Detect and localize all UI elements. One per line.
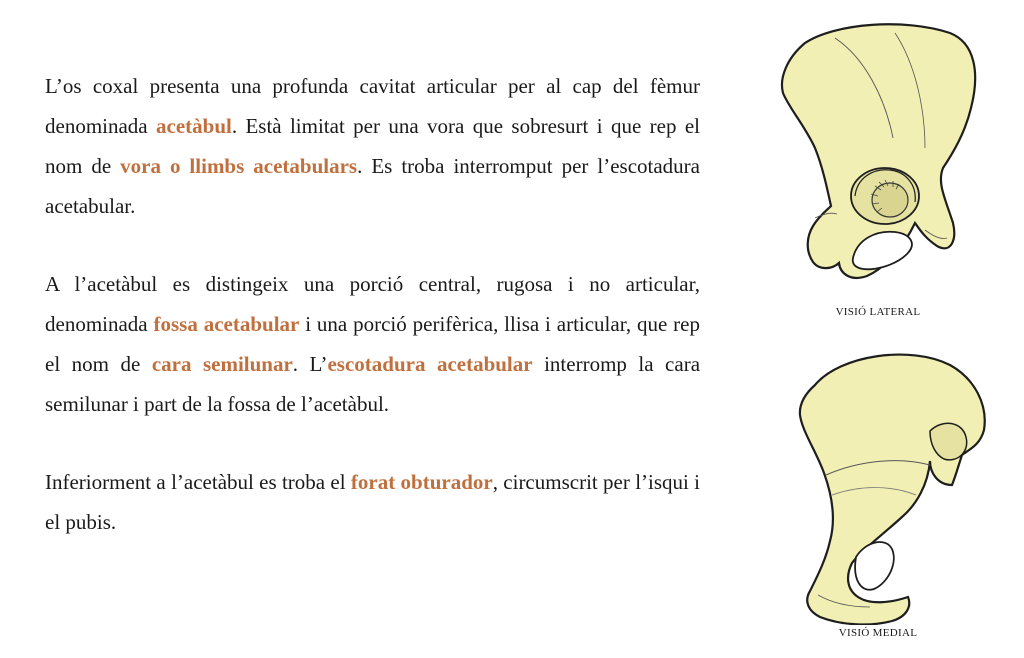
text-run: A l’acetàbul es distingeix una porció central, rugosa i no articular, denominada xyxy=(45,272,700,336)
text-run: L’os coxal presenta una profunda cavitat articular per al cap del fèmur denominada xyxy=(45,74,700,138)
text-run: i una porció perifèrica, llisa i articular, que rep el nom de xyxy=(45,312,700,376)
text-run: . Es troba interromput per l’escotadura acetabular. xyxy=(45,154,700,218)
text-run: . Està limitat per una vora que sobresurt i que rep el nom de xyxy=(45,114,700,178)
paragraph-acetabulum xyxy=(45,66,700,226)
term-acetabul: acetàbul xyxy=(156,114,232,138)
caption-lateral: VISIÓ LATERAL xyxy=(835,306,921,318)
term-forat-obturador: forat obturador xyxy=(350,470,493,494)
paragraph-obturador xyxy=(45,462,700,542)
hip-bone-lateral-illustration xyxy=(775,18,985,288)
text-run: . L’ xyxy=(292,352,328,376)
body-text xyxy=(45,66,700,580)
term-vora-llimbs: vora o llimbs acetabulars xyxy=(120,154,358,178)
caption-medial: VISIÓ MEDIAL xyxy=(838,627,918,639)
term-fossa-acetabular: fossa acetabular xyxy=(153,312,300,336)
text-run: interromp la cara semilunar i part de la fossa de l’acetàbul. xyxy=(45,352,701,416)
hip-bone-medial-illustration xyxy=(780,345,995,625)
text-run: , circumscrit per l’isqui i el pubis. xyxy=(45,470,701,534)
bone-outline xyxy=(800,355,985,625)
term-cara-semilunar: cara semilunar xyxy=(151,352,293,376)
paragraph-fossa xyxy=(45,264,700,424)
term-escotadura-acetabular: escotadura acetabular xyxy=(327,352,533,376)
text-run: Inferiorment a l’acetàbul es troba el xyxy=(45,470,351,494)
